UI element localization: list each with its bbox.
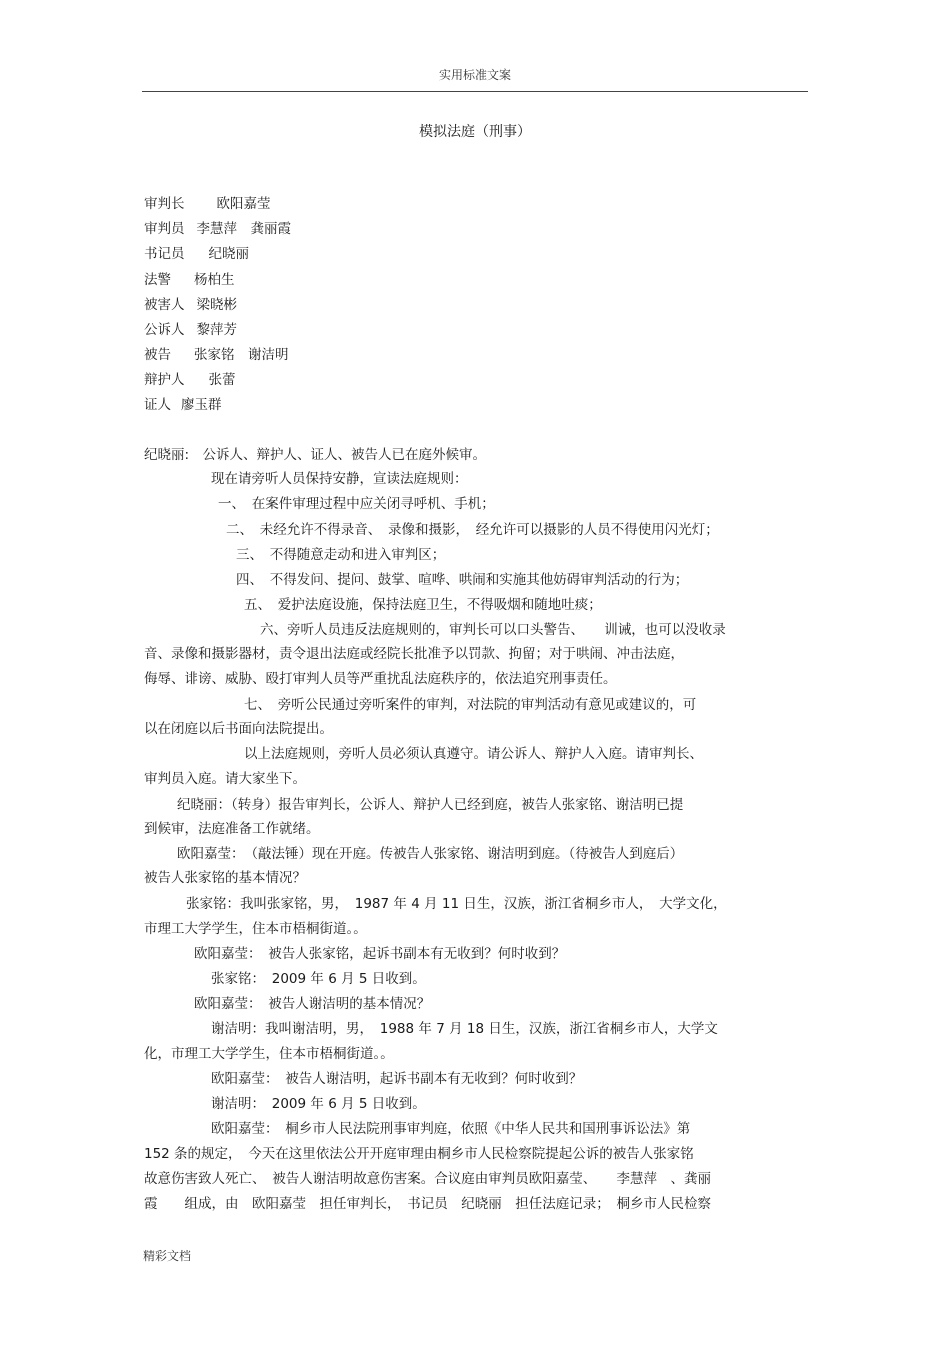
body-line: 到候审，法庭准备工作就绪。	[144, 821, 320, 837]
court-rule: 六、旁听人员违反法庭规则的，审判长可以口头警告、 训诫，也可以没收录	[260, 622, 726, 638]
header-divider	[142, 91, 808, 92]
body-line: 谢洁明： 2009 年 6 月 5 日收到。	[211, 1096, 426, 1112]
body-line: 张家铭：我叫张家铭，男， 1987 年 4 月 11 日生，汉族，浙江省桐乡市人， 大学文化，	[186, 896, 727, 912]
body-line: 霞 组成，由 欧阳嘉莹 担任审判长， 书记员 纪晓丽 担任法庭记录； 桐乡市人民检察	[144, 1196, 711, 1212]
roster-role: 证人	[144, 397, 171, 413]
body-line: 音、录像和摄影器材，责令退出法庭或经院长批准予以罚款、拘留；对于哄闹、冲击法庭，	[144, 646, 684, 662]
roster-role: 被告	[144, 347, 171, 363]
body-line: 现在请旁听人员保持安静，宣读法庭规则：	[211, 471, 468, 487]
roster-role: 审判员	[144, 221, 185, 237]
body-line: 以在闭庭以后书面向法院提出。	[144, 721, 333, 737]
roster-row	[144, 371, 236, 389]
roster-names: 黎萍芳	[196, 322, 237, 338]
roster-role: 审判长	[144, 196, 185, 212]
roster-names: 欧阳嘉莹	[216, 196, 271, 212]
roster-row	[144, 396, 222, 414]
body-line: 审判员入庭。请大家坐下。	[144, 771, 306, 787]
body-line: 欧阳嘉莹： （敲法锤）现在开庭。传被告人张家铭、谢洁明到庭。（待被告人到庭后）	[177, 846, 684, 862]
body-line: 市理工大学学生，住本市梧桐街道。。	[144, 921, 367, 937]
court-rule: 一、 在案件审理过程中应关闭寻呼机、手机；	[218, 496, 495, 512]
roster-names: 杨柏生	[194, 272, 235, 288]
roster-role: 书记员	[144, 246, 185, 262]
roster-role: 法警	[144, 272, 171, 288]
body-line: 欧阳嘉莹： 被告人谢洁明，起诉书副本有无收到？何时收到？	[211, 1071, 583, 1087]
roster-row	[144, 220, 291, 238]
roster-names: 廖玉群	[181, 397, 222, 413]
roster-role: 辩护人	[144, 372, 185, 388]
body-line: 152 条的规定， 今天在这里依法公开开庭审理由桐乡市人民检察院提起公诉的被告人张家铭	[144, 1146, 694, 1162]
body-line: 张家铭： 2009 年 6 月 5 日收到。	[211, 971, 426, 987]
roster-names: 张家铭 谢洁明	[194, 347, 289, 363]
body-line: 化，市理工大学学生，住本市梧桐街道。。	[144, 1046, 394, 1062]
roster-role: 公诉人	[144, 322, 185, 338]
roster-row	[144, 195, 271, 213]
body-line: 谢洁明：我叫谢洁明，男， 1988 年 7 月 18 日生，汉族，浙江省桐乡市人，大学文	[211, 1021, 718, 1037]
roster-names: 梁晓彬	[196, 297, 237, 313]
court-rule: 七、 旁听公民通过旁听案件的审判，对法院的审判活动有意见或建议的，可	[244, 697, 697, 713]
body-line: 被告人张家铭的基本情况？	[144, 870, 306, 886]
body-line: 故意伤害致人死亡、 被告人谢洁明故意伤害案。合议庭由审判员欧阳嘉莹、 李慧萍 、龚丽	[144, 1171, 711, 1187]
roster-row	[144, 245, 249, 263]
court-rule: 二、 未经允许不得录音、 录像和摄影， 经允许可以摄影的人员不得使用闪光灯；	[226, 522, 719, 538]
page-header: 实用标准文案	[438, 68, 511, 82]
roster-names: 李慧萍 龚丽霞	[196, 221, 291, 237]
roster-row	[144, 321, 237, 339]
roster-row	[144, 271, 235, 289]
body-line: 侮辱、诽谤、威胁、殴打审判人员等严重扰乱法庭秩序的，依法追究刑事责任。	[144, 671, 617, 687]
roster-row	[144, 346, 289, 364]
court-rule: 四、 不得发问、提问、鼓掌、喧哗、哄闹和实施其他妨碍审判活动的行为；	[236, 572, 689, 588]
body-line: 以上法庭规则，旁听人员必须认真遵守。请公诉人、辩护人入庭。请审判长、	[244, 746, 703, 762]
court-rule: 三、 不得随意走动和进入审判区；	[236, 547, 446, 563]
body-line: 纪晓丽：（转身）报告审判长，公诉人、辩护人已经到庭，被告人张家铭、谢洁明已提	[177, 797, 684, 813]
court-rule: 五、 爱护法庭设施，保持法庭卫生，不得吸烟和随地吐痰；	[244, 597, 602, 613]
roster-names: 张蕾	[208, 372, 236, 388]
roster-row	[144, 296, 237, 314]
document-title: 模拟法庭（刑事）	[419, 124, 531, 140]
roster-names: 纪晓丽	[208, 246, 249, 262]
page-footer: 精彩文档	[143, 1249, 192, 1263]
body-line: 欧阳嘉莹： 被告人张家铭，起诉书副本有无收到？何时收到？	[194, 946, 566, 962]
body-line: 欧阳嘉莹： 桐乡市人民法院刑事审判庭，依照《中华人民共和国刑事诉讼法》第	[211, 1121, 691, 1137]
roster-role: 被害人	[144, 297, 185, 313]
body-line: 欧阳嘉莹： 被告人谢洁明的基本情况？	[194, 996, 431, 1012]
body-line: 纪晓丽: 公诉人、辩护人、证人、被告人已在庭外候审。	[144, 447, 487, 463]
